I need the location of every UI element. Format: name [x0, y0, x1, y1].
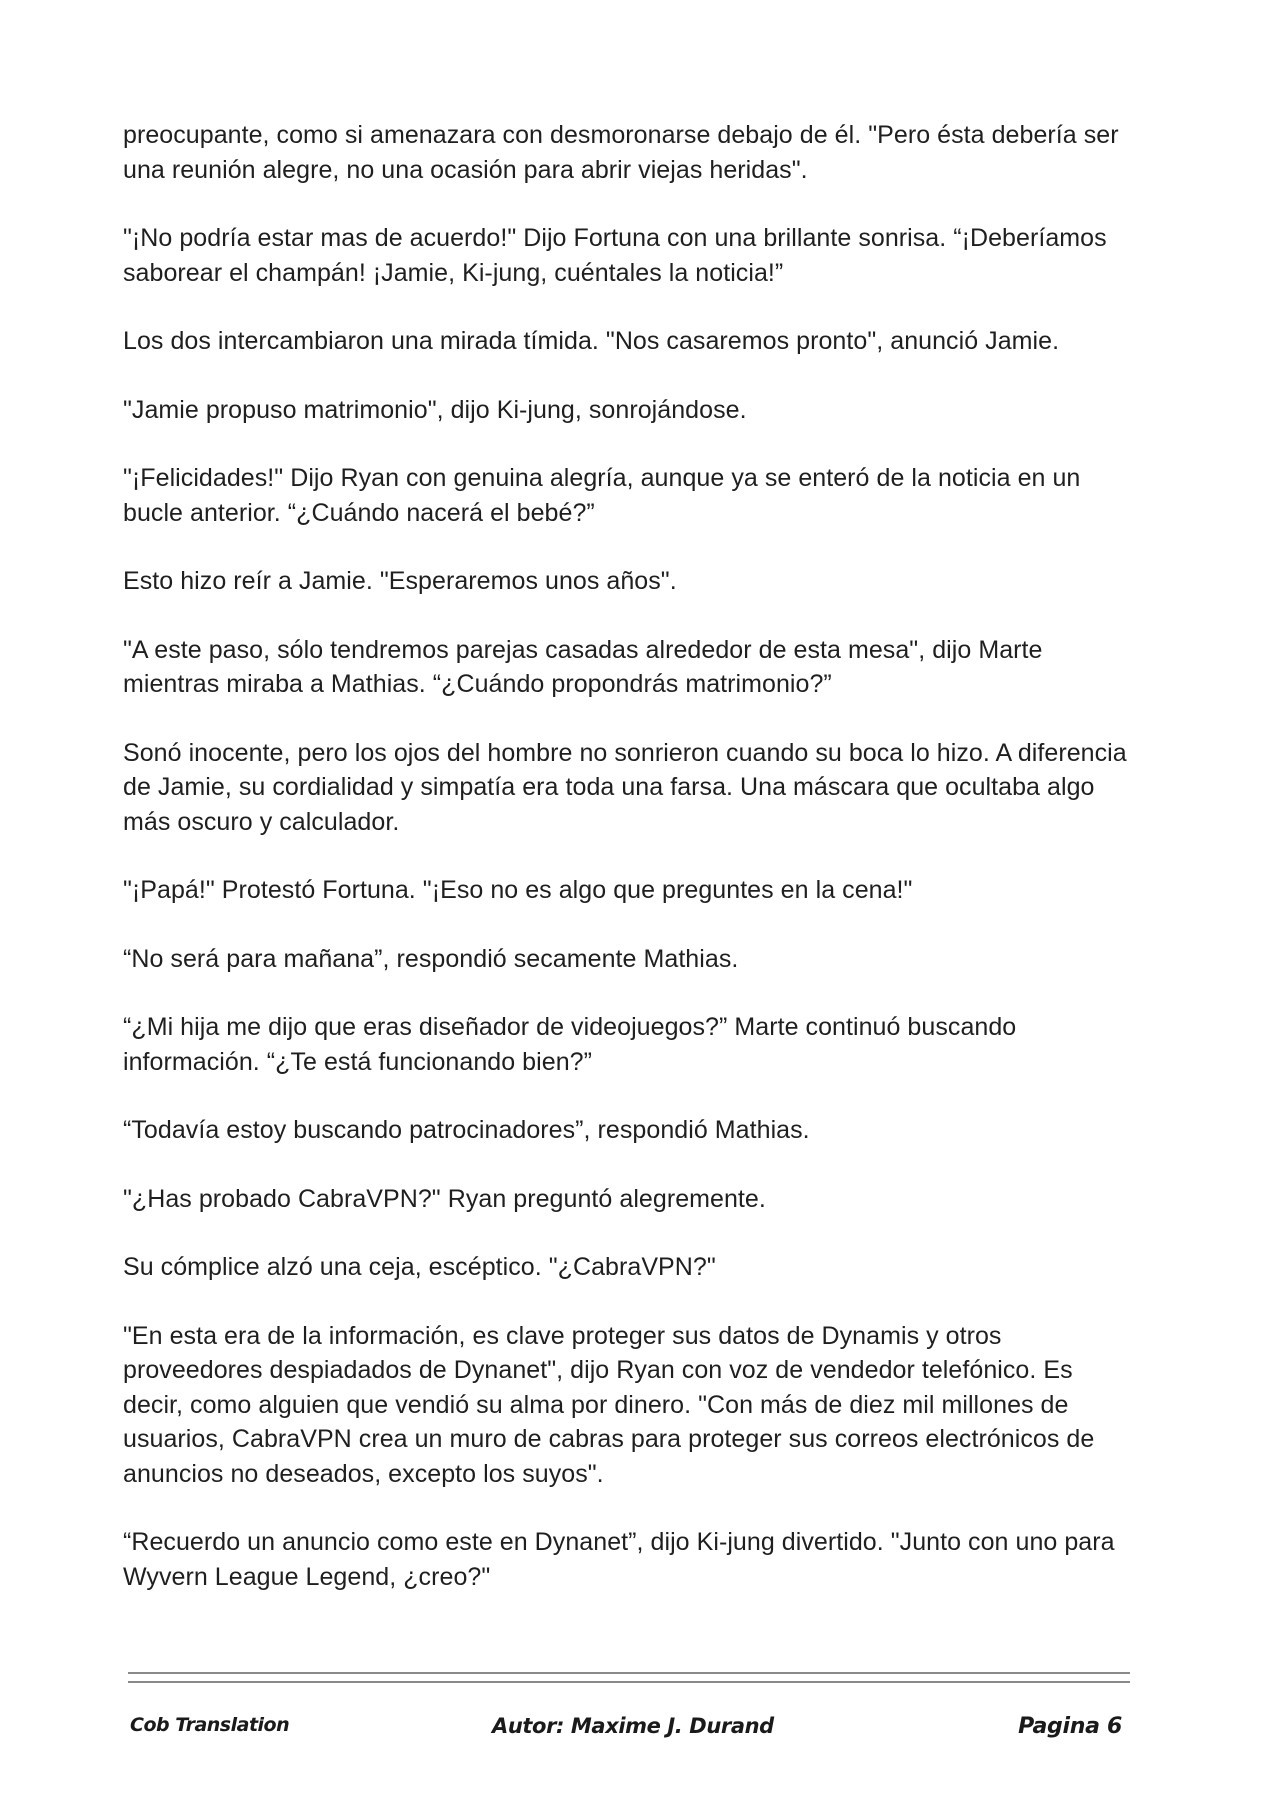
footer-author: Autor: Maxime J. Durand [492, 1714, 774, 1738]
footer-publisher: Cob Translation [130, 1714, 290, 1736]
paragraph: "¡Papá!" Protestó Fortuna. "¡Eso no es algo que preguntes en la cena!" [123, 876, 913, 904]
paragraph: Su cómplice alzó una ceja, escéptico. "¿CabraVPN?" [123, 1253, 716, 1281]
paragraph: "¿Has probado CabraVPN?" Ryan preguntó alegremente. [123, 1184, 766, 1213]
page-body [123, 118, 1133, 1628]
footer-page-number: Pagina 6 [1018, 1714, 1122, 1739]
paragraph: "¡No podría estar mas de acuerdo!" Dijo Fortuna con una brillante sonrisa. “¡Deberíamos saborear el champán! ¡Jamie, Ki-jung, cuéntales la noticia!” [123, 224, 1107, 287]
paragraph: “Recuerdo un anuncio como este en Dynanet”, dijo Ki-jung divertido. "Junto con uno para Wyvern League Legend, ¿creo?" [123, 1528, 1115, 1591]
paragraph: "Jamie propuso matrimonio", dijo Ki-jung, sonrojándose. [123, 395, 747, 424]
paragraph: “¿Mi hija me dijo que eras diseñador de videojuegos?” Marte continuó buscando información. “¿Te está funcionando bien?” [123, 1013, 1017, 1076]
footer-divider-bottom [128, 1681, 1130, 1683]
footer-divider-top [128, 1672, 1130, 1674]
paragraph: Sonó inocente, pero los ojos del hombre no sonrieron cuando su boca lo hizo. A diferencia de Jamie, su cordialidad y simpatía era toda una farsa. Una máscara que ocultaba algo más oscuro y calculador. [123, 738, 1127, 836]
paragraph: "A este paso, sólo tendremos parejas casadas alrededor de esta mesa", dijo Marte mientras miraba a Mathias. “¿Cuándo propondrás matrimonio?” [123, 635, 1043, 698]
paragraph: "¡Felicidades!" Dijo Ryan con genuina alegría, aunque ya se enteró de la noticia en un bucle anterior. “¿Cuándo nacerá el bebé?” [123, 464, 1081, 527]
paragraph: “No será para mañana”, respondió secamente Mathias. [123, 944, 739, 973]
page-footer [128, 1714, 1130, 1744]
paragraph: Esto hizo reír a Jamie. "Esperaremos unos años". [123, 567, 677, 595]
paragraph: Los dos intercambiaron una mirada tímida. "Nos casaremos pronto", anunció Jamie. [123, 327, 1060, 355]
paragraph: "En esta era de la información, es clave proteger sus datos de Dynamis y otros proveedores despiadados de Dynanet", dijo Ryan con voz de vendedor telefónico. Es decir, como alguien que vendió su alma por dinero. "Con más de diez mil millones de usuarios, CabraVPN crea un muro de cabras para proteger sus correos electrónicos de anuncios no deseados, excepto los suyos". [123, 1321, 1095, 1488]
paragraph: “Todavía estoy buscando patrocinadores”, respondió Mathias. [123, 1116, 810, 1144]
paragraph: preocupante, como si amenazara con desmoronarse debajo de él. "Pero ésta debería ser una reunión alegre, no una ocasión para abrir viejas heridas". [123, 121, 1119, 184]
